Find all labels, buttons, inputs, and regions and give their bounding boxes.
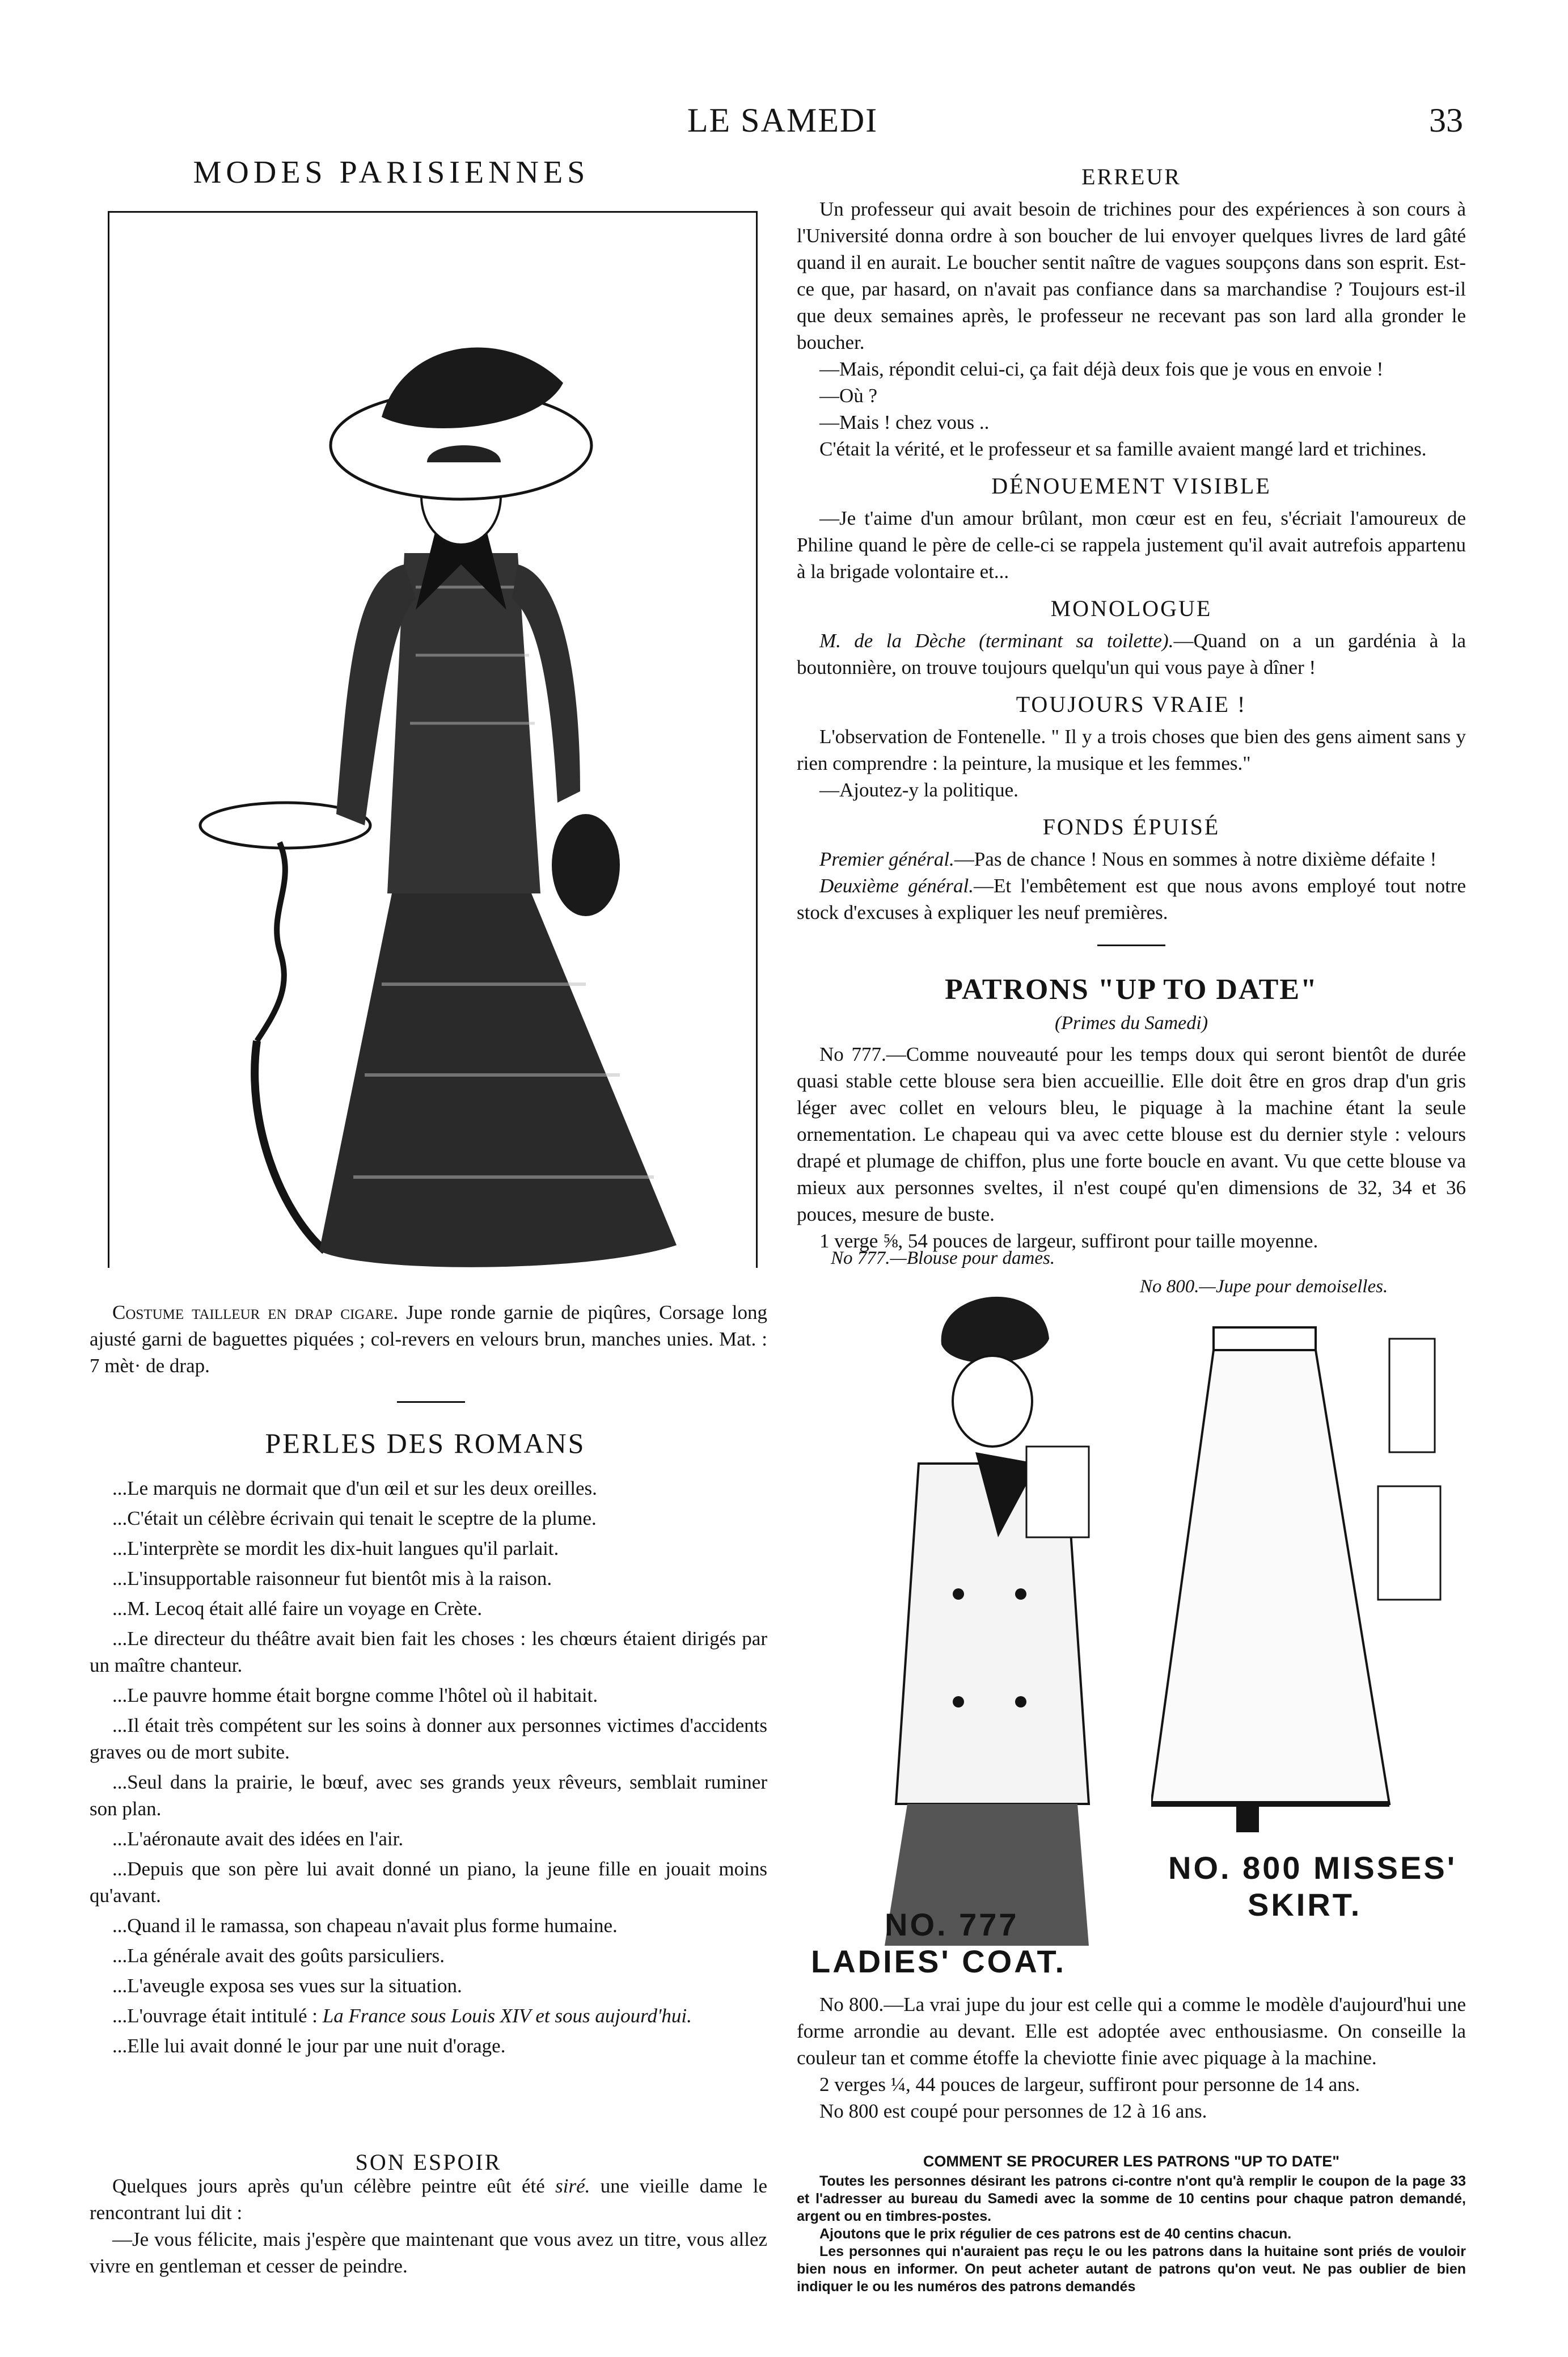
espoir-lead: Quelques jours après qu'un célèbre peintre eût été	[112, 2175, 545, 2197]
erreur-title: ERREUR	[1081, 164, 1181, 189]
fonds-speaker-1: Premier général.	[819, 848, 954, 870]
perle-item: ...C'était un célèbre écrivain qui tenait le sceptre de la plume.	[112, 1507, 597, 1529]
fashion-plate-illustration	[109, 213, 756, 1268]
perle-item: ...L'insupportable raisonneur fut bientôt mis à la raison.	[112, 1567, 552, 1589]
fashion-plate-caption	[90, 1299, 767, 1379]
skirt-label-line2: SKIRT.	[1248, 1887, 1362, 1922]
espoir-p2: —Je vous félicite, mais j'espère que maintenant que vous avez un titre, vous allez vivre en gentleman et cesser de peindre.	[90, 2228, 767, 2277]
patron-777-desc: No 777.—Comme nouveauté pour les temps doux qui seront bientôt de durée quasi stable cette blouse sera bien accueillie. Elle doit être en gros drap d'un gris léger avec collet en velours bleu, le piquage à la machine étant la seule ornementation. Le chapeau qui va avec cette blouse est du dernier style : velours drapé et plumage de chiffon, plus une forte boucle en avant. Vu que cette blouse va mieux aux personnes sveltes, il n'est coupé qu'en dimensions de 32, 34 et 36 pouces, mesure de buste.	[797, 1043, 1466, 1225]
modes-title: MODES PARISIENNES	[193, 155, 590, 190]
fonds-title: FONDS ÉPUISÉ	[1042, 814, 1220, 840]
monologue-speaker: M. de la Dèche (terminant sa toilette).	[819, 630, 1174, 652]
coat-label-name: LADIES' COAT.	[811, 1943, 1067, 1979]
coat-label-number: NO. 777	[885, 1907, 1019, 1942]
newspaper-title: LE SAMEDI	[687, 102, 878, 139]
perle-item: ...L'interprète se mordit les dix-huit langues qu'il parlait.	[112, 1537, 559, 1559]
fashion-plate-frame	[108, 211, 758, 1268]
patron-800-sizes: No 800 est coupé pour personnes de 12 à 16 ans.	[819, 2100, 1207, 2122]
comment-line-2: Ajoutons que le prix régulier de ces patrons est de 40 centins chacun.	[819, 2226, 1292, 2242]
patron-800-text	[797, 1991, 1466, 2124]
misses-skirt-illustration	[1151, 1305, 1457, 1838]
figure-800-caption: No 800.—Jupe pour demoiselles.	[1140, 1276, 1388, 1297]
perle-item: ...Le directeur du théâtre avait bien fait les choses : les chœurs étaient dirigés par un maître chanteur.	[90, 1627, 767, 1676]
comment-body	[797, 2173, 1466, 2296]
perle-last-title: La France sous Louis XIV et sous aujourd'hui.	[322, 2005, 692, 2027]
caption-text: Jupe ronde garnie de piqûres, Corsage long ajusté garni de baguettes piquées ; col-revers en velours brun, manches unies. Mat. : 7 mèt· de drap.	[90, 1301, 767, 1377]
perle-item: ...La générale avait des goûts parsiculiers.	[112, 1945, 445, 1967]
fonds-line-1: —Pas de chance ! Nous en sommes à notre dixième défaite !	[954, 848, 1437, 870]
perle-item: ...L'aveugle exposa ses vues sur la situation.	[112, 1975, 462, 1997]
comment-line-3: Les personnes qui n'auraient pas reçu le ou les patrons dans la huitaine sont priés de vouloir bien nous en informer. On peut acheter autant de patrons qu'on veut. Ne pas oublier de bien indiquer le ou les numéros des patrons demandés	[797, 2244, 1466, 2295]
monologue-title: MONOLOGUE	[1050, 596, 1212, 621]
perle-item-last	[90, 2002, 767, 2029]
perle-item: ...Depuis que son père lui avait donné un piano, la jeune fille en jouait moins qu'avant.	[90, 1858, 767, 1907]
patron-800-yardage: 2 verges ¼, 44 pouces de largeur, suffiront pour personne de 14 ans.	[819, 2073, 1360, 2095]
perle-item: ...Le pauvre homme était borgne comme l'hôtel où il habitait.	[112, 1684, 598, 1706]
erreur-p4: —Mais ! chez vous ..	[819, 411, 990, 433]
perles-title: PERLES DES ROMANS	[265, 1427, 586, 1459]
monologue-text: —Quand on a un gardénia à la boutonnière, on trouve toujours quelqu'un qui vous paye à dîner !	[797, 630, 1466, 678]
patron-777-text	[797, 1041, 1466, 1254]
denouement-title: DÉNOUEMENT VISIBLE	[991, 473, 1271, 499]
patrons-subtitle: (Primes du Samedi)	[1054, 1013, 1208, 1034]
perle-item: ...Elle lui avait donné le jour par une nuit d'orage.	[112, 2035, 506, 2057]
perle-item: ...L'aéronaute avait des idées en l'air.	[112, 1828, 404, 1850]
perle-item: ...Seul dans la prairie, le bœuf, avec ses grands yeux rêveurs, semblait ruminer son plan.	[90, 1771, 767, 1820]
perle-item: ...Quand il le ramassa, son chapeau n'avait plus forme humaine.	[112, 1915, 618, 1937]
patron-777-yardage: 1 verge ⅝, 54 pouces de largeur, suffiront pour taille moyenne.	[819, 1230, 1318, 1252]
perle-item: ...M. Lecoq était allé faire un voyage en Crète.	[112, 1597, 483, 1620]
page-number: 33	[1429, 102, 1463, 139]
toujours-title: TOUJOURS VRAIE !	[1016, 692, 1247, 717]
perles-list	[90, 1475, 767, 2059]
toujours-p2: —Ajoutez-y la politique.	[819, 779, 1018, 801]
skirt-label-line1: NO. 800 MISSES'	[1168, 1850, 1457, 1886]
caption-lead: Costume tailleur en drap cigare.	[112, 1301, 399, 1323]
espoir-rest: une vieille dame le rencontrant lui dit :	[90, 2175, 767, 2224]
divider	[397, 1401, 465, 1403]
fonds-speaker-2: Deuxième général.	[819, 875, 974, 897]
ladies-coat-illustration	[851, 1276, 1123, 1957]
comment-line-1: Toutes les personnes désirant les patrons ci-contre n'ont qu'à remplir le coupon de la page 33 et l'adresser au bureau du Samedi avec la somme de 10 centins pour chaque patron demandé, argent ou en timbres-postes.	[797, 2173, 1466, 2224]
perle-item: ...Il était très compétent sur les soins à donner aux personnes victimes d'accidents graves ou de mort subite.	[90, 1714, 767, 1763]
fonds-line-2: —Et l'embêtement est que nous avons employé tout notre stock d'excuses à expliquer les neuf premières.	[797, 875, 1466, 924]
erreur-p1: Un professeur qui avait besoin de trichines pour des expériences à son cours à l'Université donna ordre à son boucher de lui envoyer quelques livres de lard gâté quand il en aurait. Le boucher sentit naître de vagues soupçons dans son esprit. Est-ce que, par hasard, on n'avait pas confiance dans sa marchandise ? Toujours est-il que deux semaines après, le professeur ne recevant pas son lard alla gronder le boucher.	[797, 198, 1466, 353]
espoir-title: SON ESPOIR	[355, 2149, 502, 2175]
espoir-body	[90, 2173, 767, 2279]
denouement-p1: —Je t'aime d'un amour brûlant, mon cœur est en feu, s'écriait l'amoureux de Philine quand le père de celle-ci se rappela justement qu'il avait autrefois appartenu à la brigade volontaire et...	[797, 507, 1466, 583]
comment-title: COMMENT SE PROCURER LES PATRONS "UP TO DATE"	[923, 2153, 1340, 2170]
perle-last-lead: ...L'ouvrage était intitulé :	[112, 2005, 318, 2027]
erreur-p5: C'était la vérité, et le professeur et sa famille avaient mangé lard et trichines.	[819, 438, 1427, 460]
figure-777-caption: No 777.—Blouse pour dames.	[831, 1248, 1055, 1268]
perle-item: ...Le marquis ne dormait que d'un œil et sur les deux oreilles.	[112, 1477, 597, 1499]
erreur-p2: —Mais, répondit celui-ci, ça fait déjà deux fois que je vous en envoie !	[819, 358, 1384, 380]
patrons-title: PATRONS "UP TO DATE"	[945, 973, 1318, 1006]
erreur-p3: —Où ?	[819, 385, 878, 407]
patron-800-desc: No 800.—La vrai jupe du jour est celle qui a comme le modèle d'aujourd'hui une forme arrondie au devant. Elle est adoptée avec enthousiasme. On conseille la couleur tan et comme étoffe la cheviotte finie avec piquage à la machine.	[797, 1993, 1466, 2069]
espoir-italic: siré.	[555, 2175, 590, 2197]
toujours-p1: L'observation de Fontenelle. " Il y a trois choses que bien des gens aiment sans y rien comprendre : la peinture, la musique et les femmes."	[797, 726, 1466, 774]
divider	[1097, 945, 1165, 946]
right-column-stories	[797, 153, 1466, 926]
